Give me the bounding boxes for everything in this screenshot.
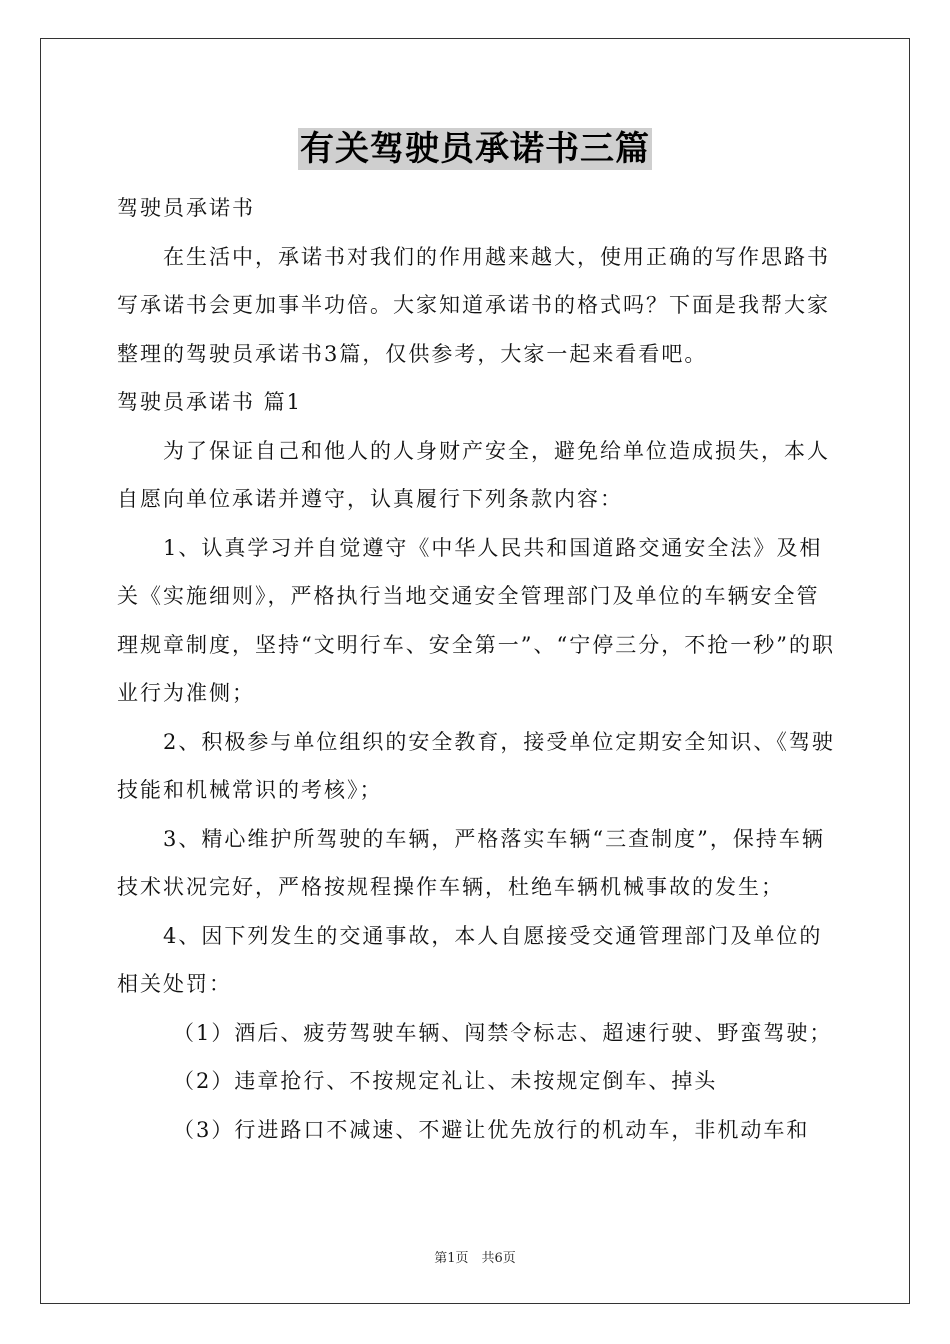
document-body <box>117 184 837 1154</box>
section-heading: 驾驶员承诺书 篇1 <box>117 390 303 414</box>
document-title: 有关驾驶员承诺书三篇 <box>300 129 650 169</box>
body-paragraph: 为了保证自己和他人的人身财产安全，避免给单位造成损失，本人自愿向单位承诺并遵守，认真履行下列条款内容： <box>117 438 830 511</box>
clause-paragraph: 3、精心维护所驾驶的车辆，严格落实车辆“三查制度”，保持车辆技术状况完好，严格按规程操作车辆，杜绝车辆机械事故的发生； <box>117 826 825 899</box>
sub-item: （3）行进路口不减速、不避让优先放行的机动车，非机动车和 <box>173 1117 810 1142</box>
page-number: 第1页 共6页 <box>434 1251 516 1266</box>
clause-paragraph: 2、积极参与单位组织的安全教育，接受单位定期安全知识、《驾驶技能和机械常识的考核》； <box>117 729 835 802</box>
clause-paragraph: 4、因下列发生的交通事故，本人自愿接受交通管理部门及单位的相关处罚： <box>117 923 823 996</box>
section-heading: 驾驶员承诺书 <box>117 196 255 220</box>
title-container <box>0 128 950 170</box>
intro-paragraph: 在生活中，承诺书对我们的作用越来越大，使用正确的写作思路书写承诺书会更加事半功倍。大家知道承诺书的格式吗？下面是我帮大家整理的驾驶员承诺书3篇，仅供参考，大家一起来看看吧。 <box>117 244 830 366</box>
sub-item: （1）酒后、疲劳驾驶车辆、闯禁令标志、超速行驶、野蛮驾驶； <box>173 1020 833 1045</box>
clause-paragraph: 1、认真学习并自觉遵守《中华人民共和国道路交通安全法》及相关《实施细则》，严格执行当地交通安全管理部门及单位的车辆安全管理规章制度，坚持“文明行车、安全第一”、“宁停三分，不抢一秒”的职业行为准侧； <box>117 535 835 705</box>
sub-item: （2）违章抢行、不按规定礼让、未按规定倒车、掉头 <box>173 1069 718 1093</box>
